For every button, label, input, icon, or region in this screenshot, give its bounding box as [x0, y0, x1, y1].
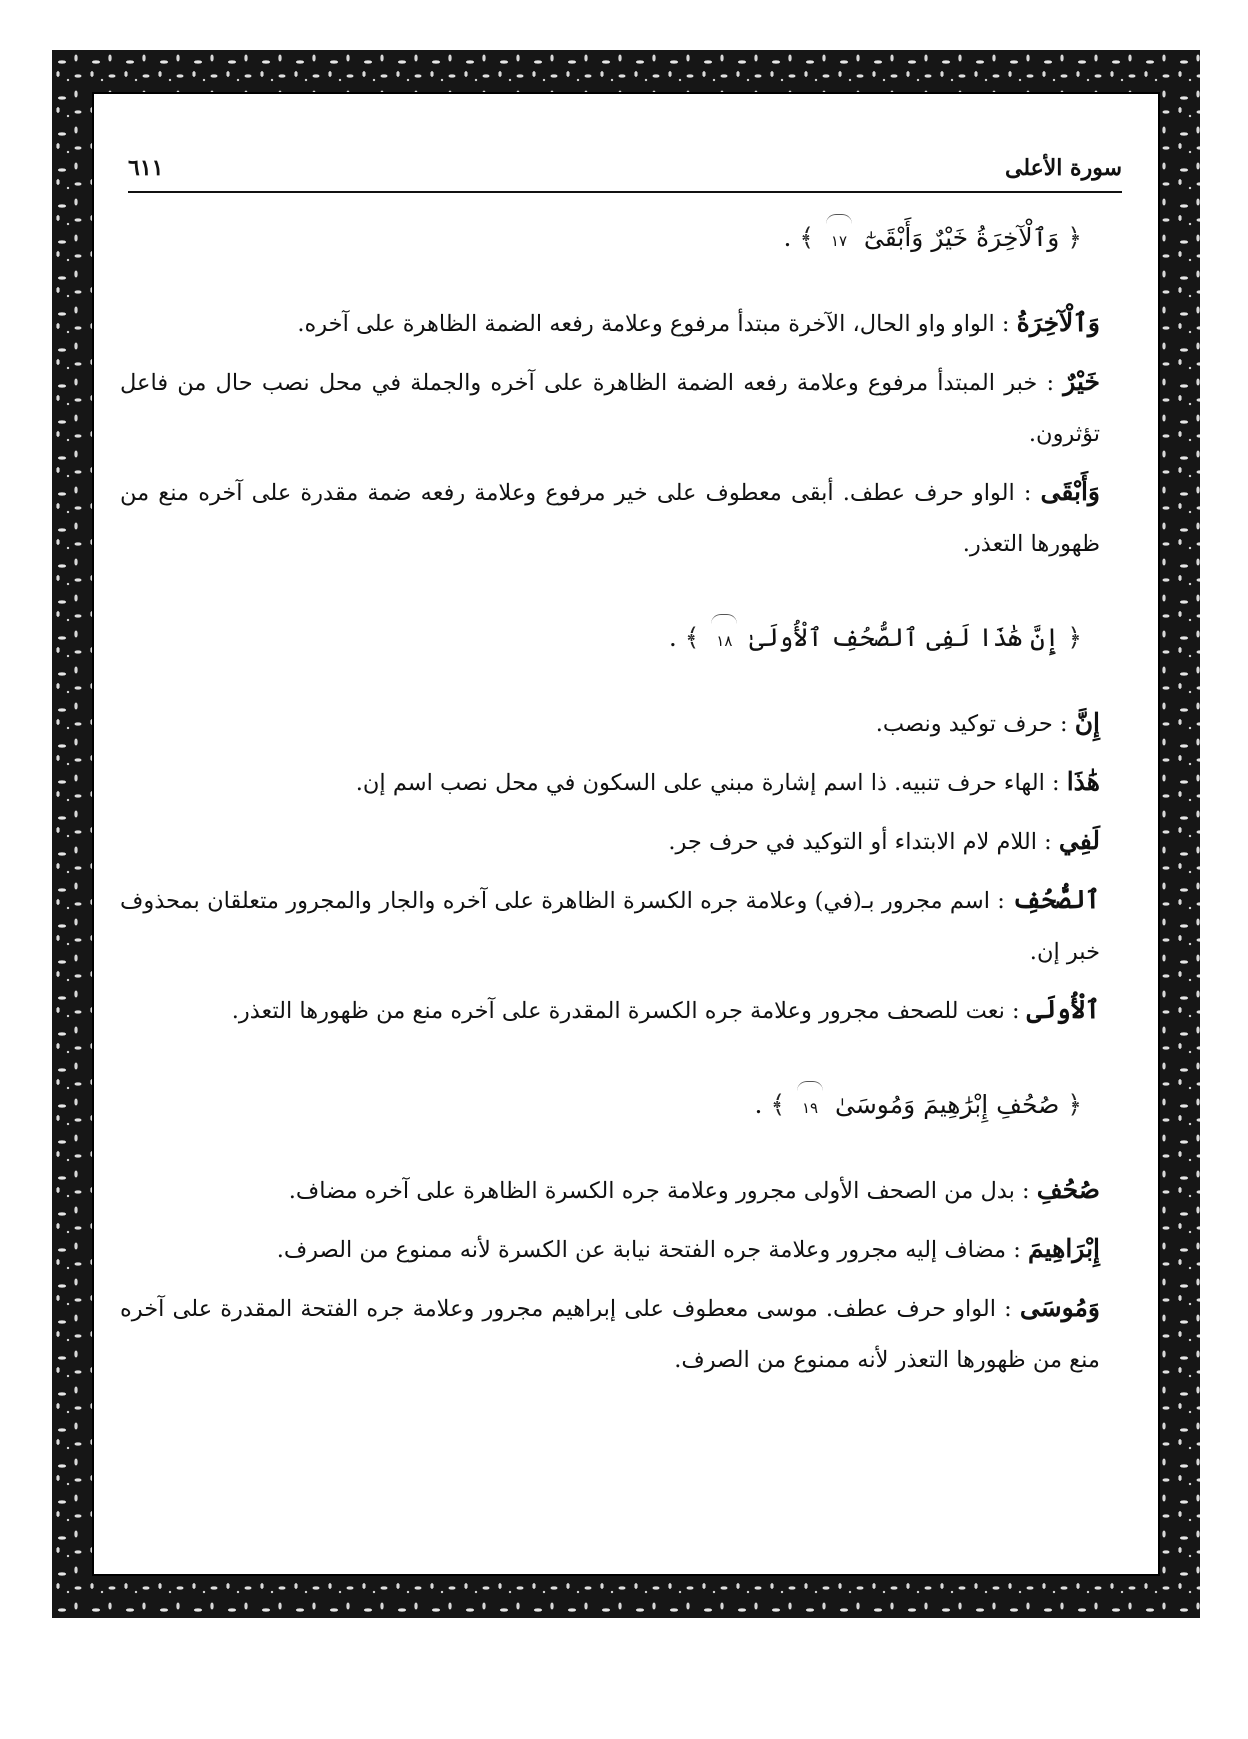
entry-term: إِبْرَاهِيمَ: [1027, 1234, 1100, 1263]
analysis-entry: وَمُوسَى : الواو حرف عطف. موسى معطوف على إبراهيم مجرور وعلامة جره الفتحة المقدرة على آخره منع من ظهورها التعذر لأنه ممنوع من الصرف.: [120, 1293, 1100, 1373]
verse-open-ornament: ﴿: [1067, 623, 1082, 652]
verse-close-ornament: ﴾: [684, 623, 700, 652]
entry-text: الهاء حرف تنبيه. ذا اسم إشارة مبني على السكون في محل نصب اسم إن.: [355, 770, 1045, 796]
verse-open-ornament: ﴿: [1067, 223, 1082, 252]
page-area: [92, 92, 1160, 1576]
verse-text: وَٱلْآخِرَةُ خَيْرٌ وَأَبْقَىٰٓ: [863, 223, 1060, 252]
entry-term: وَمُوسَى: [1019, 1293, 1100, 1322]
entry-term: ٱلْأُولَى: [1026, 995, 1100, 1024]
verse-text: صُحُفِ إِبْرَٰهِيمَ وَمُوسَىٰ: [835, 1090, 1060, 1119]
verse-close-ornament: ﴾: [799, 223, 814, 252]
analysis-entry: إِنَّ : حرف توكيد ونصب.: [875, 708, 1100, 737]
verse-close-ornament: ﴾: [770, 1090, 786, 1119]
entry-term: ٱلصُّحُفِ: [1012, 885, 1100, 914]
entry-text: اسم مجرور بـ(في) وعلامة جره الكسرة الظاهرة على آخره والجار والمجرور متعلقان بمحذوف خبر إن.: [120, 888, 1100, 965]
analysis-entry: صُحُفِ : بدل من الصحف الأولى مجرور وعلامة جره الكسرة الظاهرة على آخره مضاف.: [288, 1175, 1100, 1204]
verse-number: ١٨: [711, 614, 737, 667]
entry-text: الواو حرف عطف. موسى معطوف على إبراهيم مجرور وعلامة جره الفتحة المقدرة على آخره منع من ظهورها التعذر لأنه ممنوع من الصرف.: [120, 1296, 1100, 1373]
entry-text: خبر المبتدأ مرفوع وعلامة رفعه الضمة الظاهرة على آخره والجملة في محل نصب حال من فاعل تؤثرون.: [120, 370, 1100, 447]
page: [92, 92, 1160, 1576]
entry-text: الواو حرف عطف. أبقى معطوف على خير مرفوع وعلامة رفعه ضمة مقدرة على آخره منع من ظهورها التعذر.: [120, 480, 1100, 557]
entry-term: هَٰذَا: [1066, 767, 1100, 796]
analysis-entry: لَفِي : اللام لام الابتداء أو التوكيد في حرف جر.: [668, 826, 1100, 855]
verse-text: إِنَّ هَٰذَا لَفِى ٱلصُّحُفِ ٱلْأُولَىٰ: [749, 623, 1060, 652]
entry-text: بدل من الصحف الأولى مجرور وعلامة جره الكسرة الظاهرة على آخره مضاف.: [288, 1178, 1015, 1204]
page-content: [120, 212, 1100, 1392]
verse-19: ﴿ صُحُفِ إِبْرَٰهِيمَ وَمُوسَىٰ ١٩ ﴾ .: [120, 1079, 1100, 1134]
entry-term: لَفِي: [1058, 826, 1100, 855]
verse-17: ﴿ وَٱلْآخِرَةُ خَيْرٌ وَأَبْقَىٰٓ ١٧ ﴾ .: [120, 212, 1100, 267]
analysis-entry: ٱلصُّحُفِ : اسم مجرور بـ(في) وعلامة جره الكسرة الظاهرة على آخره والجار والمجرور متعلقان بمحذوف خبر إن.: [120, 885, 1100, 965]
analysis-entry: ٱلْأُولَى : نعت للصحف مجرور وعلامة جره الكسرة المقدرة على آخره منع من ظهورها التعذر.: [231, 995, 1100, 1024]
entry-term: إِنَّ: [1074, 708, 1100, 737]
analysis-entry: وَٱلْآخِرَةُ : الواو واو الحال، الآخرة مبتدأ مرفوع وعلامة رفعه الضمة الظاهرة على آخره.: [297, 308, 1100, 337]
entry-text: الواو واو الحال، الآخرة مبتدأ مرفوع وعلامة رفعه الضمة الظاهرة على آخره.: [297, 311, 995, 337]
verse-open-ornament: ﴿: [1067, 1090, 1082, 1119]
analysis-entry: خَيْرٌ : خبر المبتدأ مرفوع وعلامة رفعه الضمة الظاهرة على آخره والجملة في محل نصب حال من فاعل تؤثرون.: [120, 367, 1100, 447]
entry-text: حرف توكيد ونصب.: [875, 711, 1053, 737]
verse-number: ١٩: [797, 1081, 823, 1134]
entry-text: مضاف إليه مجرور وعلامة جره الفتحة نيابة عن الكسرة لأنه ممنوع من الصرف.: [276, 1237, 1007, 1263]
verse-18: ﴿ إِنَّ هَٰذَا لَفِى ٱلصُّحُفِ ٱلْأُولَىٰ ١٨ ﴾ .: [120, 612, 1100, 667]
entry-text: نعت للصحف مجرور وعلامة جره الكسرة المقدرة على آخره منع من ظهورها التعذر.: [231, 998, 1005, 1024]
entry-term: وَأَبْقَى: [1040, 477, 1100, 506]
entry-text: اللام لام الابتداء أو التوكيد في حرف جر.: [668, 829, 1037, 855]
entry-term: وَٱلْآخِرَةُ: [1016, 308, 1100, 337]
ornamental-border: [52, 50, 1200, 1618]
entry-term: صُحُفِ: [1036, 1175, 1100, 1204]
surah-title: سورة الأعلى: [1004, 155, 1122, 181]
analysis-entry: هَٰذَا : الهاء حرف تنبيه. ذا اسم إشارة مبني على السكون في محل نصب اسم إن.: [355, 767, 1100, 796]
entry-term: خَيْرٌ: [1063, 367, 1100, 396]
verse-number: ١٧: [826, 214, 852, 267]
page-header: [128, 155, 1122, 193]
page-number: ٦١١: [128, 155, 164, 181]
analysis-entry: وَأَبْقَى : الواو حرف عطف. أبقى معطوف على خير مرفوع وعلامة رفعه ضمة مقدرة على آخره منع من ظهورها التعذر.: [120, 477, 1100, 557]
analysis-entry: إِبْرَاهِيمَ : مضاف إليه مجرور وعلامة جره الفتحة نيابة عن الكسرة لأنه ممنوع من الصرف.: [276, 1234, 1100, 1263]
